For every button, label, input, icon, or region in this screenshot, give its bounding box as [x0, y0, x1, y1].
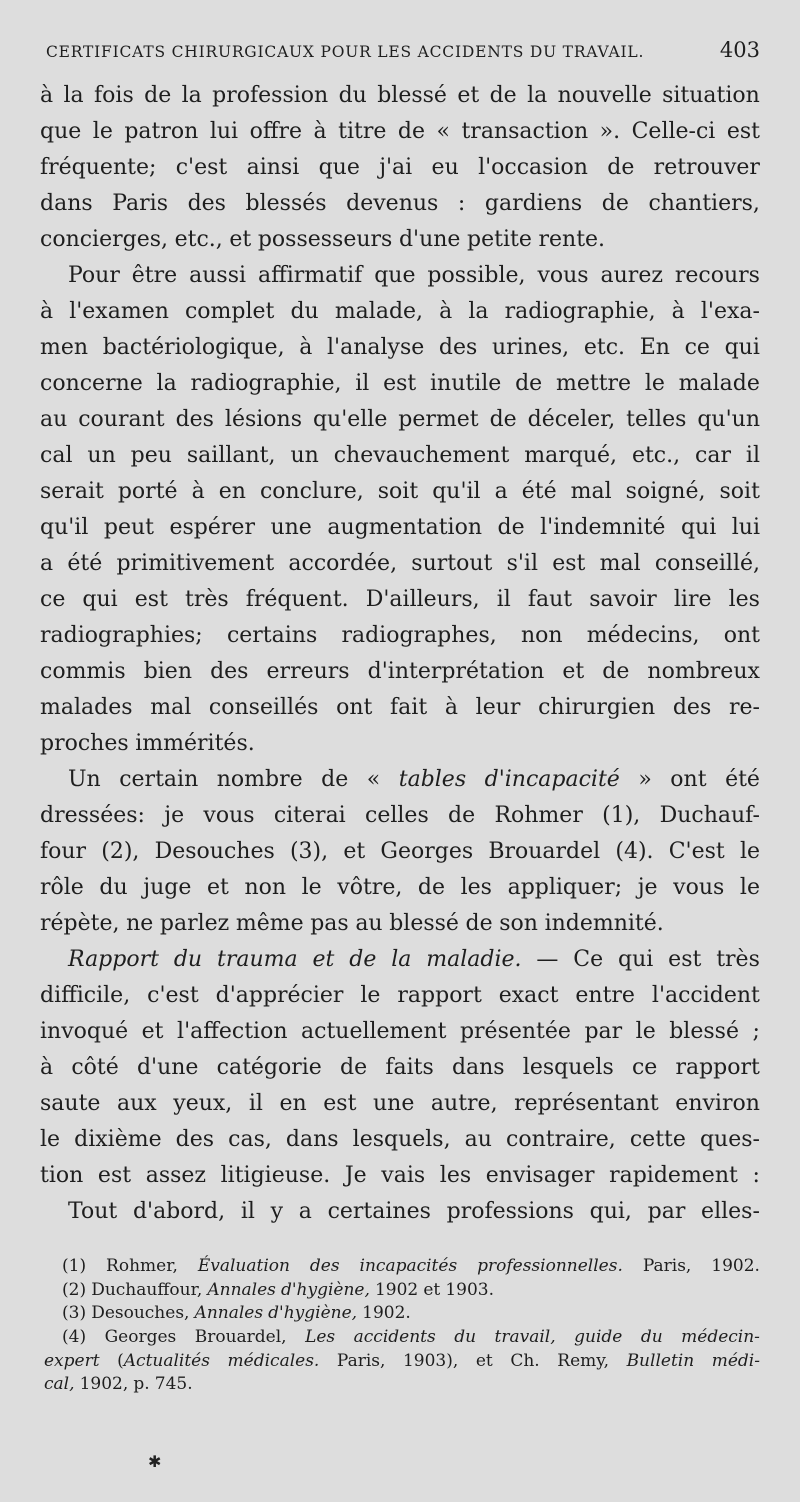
running-title: CERTIFICATS CHIRURGICAUX POUR LES ACCIDENTS DU TRAVAIL.: [46, 43, 645, 61]
footnote-line: (4) Georges Brouardel, Les accidents du travail, guide du médecin-: [62, 1327, 760, 1348]
body-text-line: a été primitivement accordée, surtout s'il est mal conseillé,: [40, 551, 760, 576]
body-text-line: concerne la radiographie, il est inutile de mettre le malade: [40, 371, 760, 396]
body-text-line: cal un peu saillant, un chevauchement marqué, etc., car il: [40, 443, 760, 468]
body-text-line: Rapport du trauma et de la maladie. — Ce qui est très: [68, 947, 760, 972]
body-text-line: difficile, c'est d'apprécier le rapport exact entre l'accident: [40, 983, 760, 1008]
body-text-line: malades mal conseillés ont fait à leur chirurgien des re-: [40, 695, 760, 720]
body-text-line: rôle du juge et non le vôtre, de les appliquer; je vous le: [40, 875, 760, 900]
footnote-line: expert (Actualités médicales. Paris, 1903), et Ch. Remy, Bulletin médi-: [44, 1350, 760, 1371]
body-text-line: saute aux yeux, il en est une autre, représentant environ: [40, 1091, 760, 1116]
body-text-line: répète, ne parlez même pas au blessé de son indemnité.: [40, 911, 664, 936]
body-text-line: ce qui est très fréquent. D'ailleurs, il faut savoir lire les: [40, 587, 760, 612]
running-header: [46, 38, 760, 62]
body-text-line: Un certain nombre de « tables d'incapacité » ont été: [68, 767, 760, 792]
body-text-line: proches immérités.: [40, 731, 255, 756]
body-text: [40, 78, 760, 1230]
footnote-line: (2) Duchauffour, Annales d'hygiène, 1902 et 1903.: [62, 1279, 494, 1300]
body-text-line: au courant des lésions qu'elle permet de déceler, telles qu'un: [40, 407, 760, 432]
footnote-line: (1) Rohmer, Évaluation des incapacités professionnelles. Paris, 1902.: [62, 1256, 760, 1276]
body-text-line: serait porté à en conclure, soit qu'il a été mal soigné, soit: [40, 479, 760, 504]
footnotes: [44, 1255, 760, 1397]
body-text-line: à côté d'une catégorie de faits dans lesquels ce rapport: [40, 1055, 760, 1080]
footnote-line: (3) Desouches, Annales d'hygiène, 1902.: [62, 1303, 411, 1324]
body-text-line: à l'examen complet du malade, à la radiographie, à l'exa-: [40, 299, 760, 324]
body-text-line: fréquente; c'est ainsi que j'ai eu l'occasion de retrouver: [40, 155, 760, 180]
body-text-line: le dixième des cas, dans lesquels, au contraire, cette ques-: [40, 1127, 760, 1152]
body-text-line: dressées: je vous citerai celles de Rohmer (1), Duchauf-: [40, 803, 760, 828]
body-text-line: qu'il peut espérer une augmentation de l'indemnité qui lui: [40, 515, 760, 540]
body-text-line: radiographies; certains radiographes, non médecins, ont: [40, 623, 760, 648]
footnote-line: cal, 1902, p. 745.: [44, 1374, 193, 1395]
page-number: 403: [719, 38, 760, 62]
body-text-line: Pour être aussi affirmatif que possible, vous aurez recours: [68, 263, 760, 288]
ornament-icon: ✱: [148, 1452, 162, 1471]
body-text-line: tion est assez litigieuse. Je vais les envisager rapidement :: [40, 1163, 760, 1188]
body-text-line: commis bien des erreurs d'interprétation et de nombreux: [40, 659, 760, 684]
body-text-line: invoqué et l'affection actuellement présentée par le blessé ;: [40, 1019, 760, 1044]
body-text-line: Tout d'abord, il y a certaines professions qui, par elles-: [68, 1199, 760, 1224]
body-text-line: men bactériologique, à l'analyse des urines, etc. En ce qui: [40, 335, 760, 360]
body-text-line: dans Paris des blessés devenus : gardiens de chantiers,: [40, 191, 760, 216]
body-text-line: concierges, etc., et possesseurs d'une petite rente.: [40, 227, 606, 252]
body-text-line: à la fois de la profession du blessé et de la nouvelle situation: [40, 83, 760, 108]
body-text-line: que le patron lui offre à titre de « transaction ». Celle-ci est: [40, 119, 760, 144]
body-text-line: four (2), Desouches (3), et Georges Brouardel (4). C'est le: [40, 839, 760, 864]
